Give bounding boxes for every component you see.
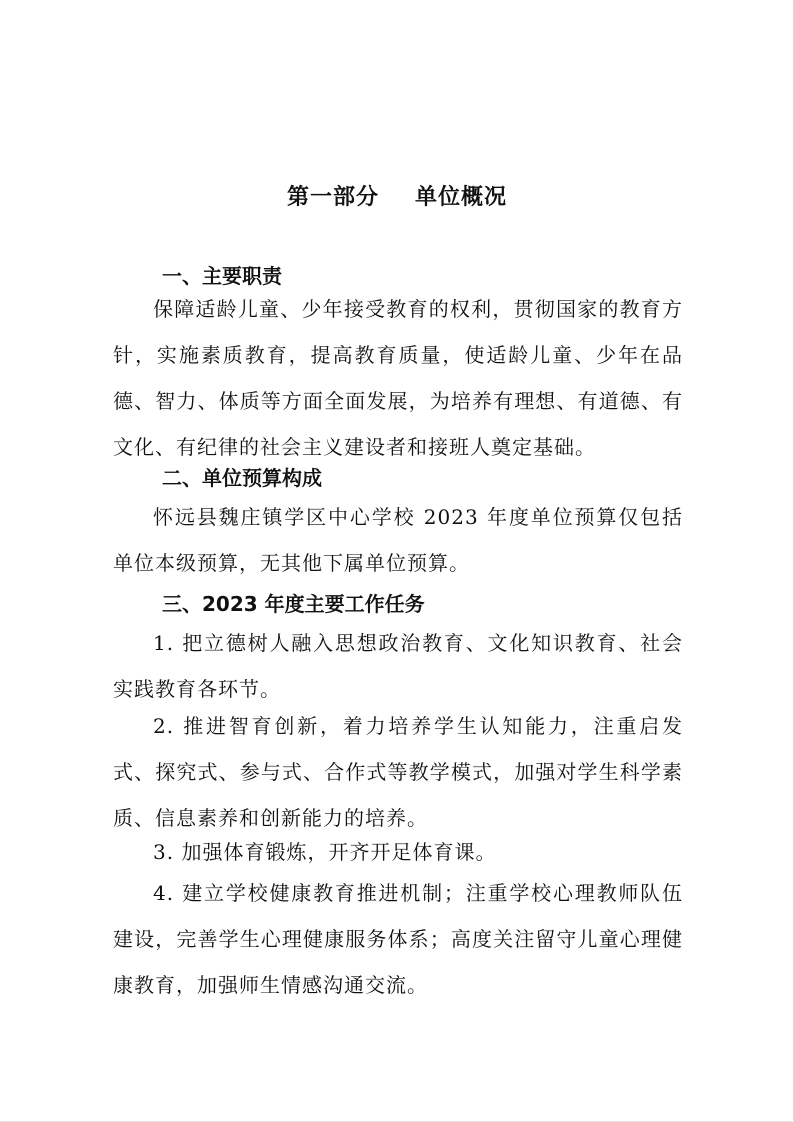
task-item-3: 3. 加强体育锻炼，开齐开足体育课。 xyxy=(153,840,497,864)
task-item-2: 2. 推进智育创新，着力培养学生认知能力，注重启发式、探究式、参与式、合作式等教学模式，加强对学生科学素质、信息素养和创新能力的培养。 xyxy=(113,714,683,830)
title-part-label: 第一部分 xyxy=(286,185,379,210)
budget-structure-paragraph: 怀远县魏庄镇学区中心学校 2023 年度单位预算仅包括单位本级预算，无其他下属单位预算。 xyxy=(113,505,683,575)
title-main-label: 单位概况 xyxy=(415,185,508,210)
section-heading-budget-structure: 二、单位预算构成 xyxy=(162,466,322,490)
page-title xyxy=(0,180,794,211)
task-item-1: 1. 把立德树人融入思想政治教育、文化知识教育、社会实践教育各环节。 xyxy=(113,631,683,701)
duties-paragraph: 保障适龄儿童、少年接受教育的权利，贯彻国家的教育方针，实施素质教育，提高教育质量，使适龄儿童、少年在品德、智力、体质等方面全面发展，为培养有理想、有道德、有文化、有纪律的社会主义建设者和接班人奠定基础。 xyxy=(113,297,683,459)
section-heading-annual-tasks: 三、2023 年度主要工作任务 xyxy=(162,592,425,616)
section-heading-duties: 一、主要职责 xyxy=(162,264,282,288)
task-item-4: 4. 建立学校健康教育推进机制；注重学校心理教师队伍建设，完善学生心理健康服务体系；高度关注留守儿童心理健康教育，加强师生情感沟通交流。 xyxy=(113,881,683,997)
